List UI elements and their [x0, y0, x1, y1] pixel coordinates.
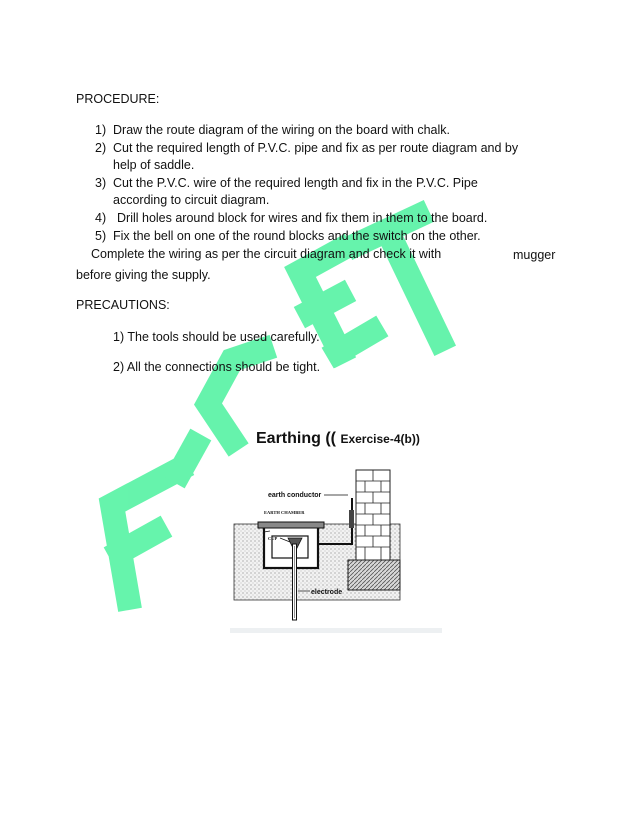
step-text: Fix the bell on one of the round blocks and the switch on the other.	[113, 229, 481, 243]
precaution-item-1: 1) The tools should be used carefully.	[113, 330, 320, 344]
wall-foundation	[348, 560, 400, 590]
label-electrode: electrode	[311, 589, 343, 596]
step-number: 5)	[95, 229, 107, 243]
step-text-cont: help of saddle.	[113, 158, 195, 172]
label-cup: CUP	[268, 536, 278, 541]
procedure-heading: PROCEDURE:	[76, 92, 160, 106]
step-text: Cut the P.V.C. wire of the required length and fix in the P.V.C. Pipe	[113, 176, 478, 190]
procedure-closing-line-2: before giving the supply.	[76, 268, 211, 282]
earthing-heading	[256, 430, 420, 448]
scan-strip	[230, 628, 442, 633]
label-earth-conductor: earth conductor	[268, 492, 322, 499]
earthing-diagram	[230, 468, 442, 638]
brick-wall	[356, 470, 390, 560]
earthing-title: Earthing ((	[256, 430, 336, 447]
precautions-heading: PRECAUTIONS:	[76, 298, 170, 312]
step-text: Cut the required length of P.V.C. pipe and fix as per route diagram and by	[113, 141, 519, 155]
label-earth-chamber: EARTH CHAMBER	[264, 510, 305, 515]
earth-chamber	[258, 522, 324, 568]
step-text: Draw the route diagram of the wiring on the board with chalk.	[113, 123, 450, 137]
step-number: 1)	[95, 123, 107, 137]
procedure-closing-line: Complete the wiring as per the circuit diagram and check it with	[91, 247, 442, 261]
precaution-item-2: 2) All the connections should be tight.	[113, 360, 321, 374]
step-number: 2)	[95, 141, 107, 155]
step-text-cont: according to circuit diagram.	[113, 193, 270, 207]
step-number: 3)	[95, 176, 107, 190]
earthing-subtitle: Exercise-4(b))	[340, 432, 420, 446]
step-number: 4)	[95, 211, 107, 225]
procedure-closing-word: mugger	[513, 248, 556, 262]
step-text: Drill holes around block for wires and fix them in them to the board.	[117, 211, 488, 225]
